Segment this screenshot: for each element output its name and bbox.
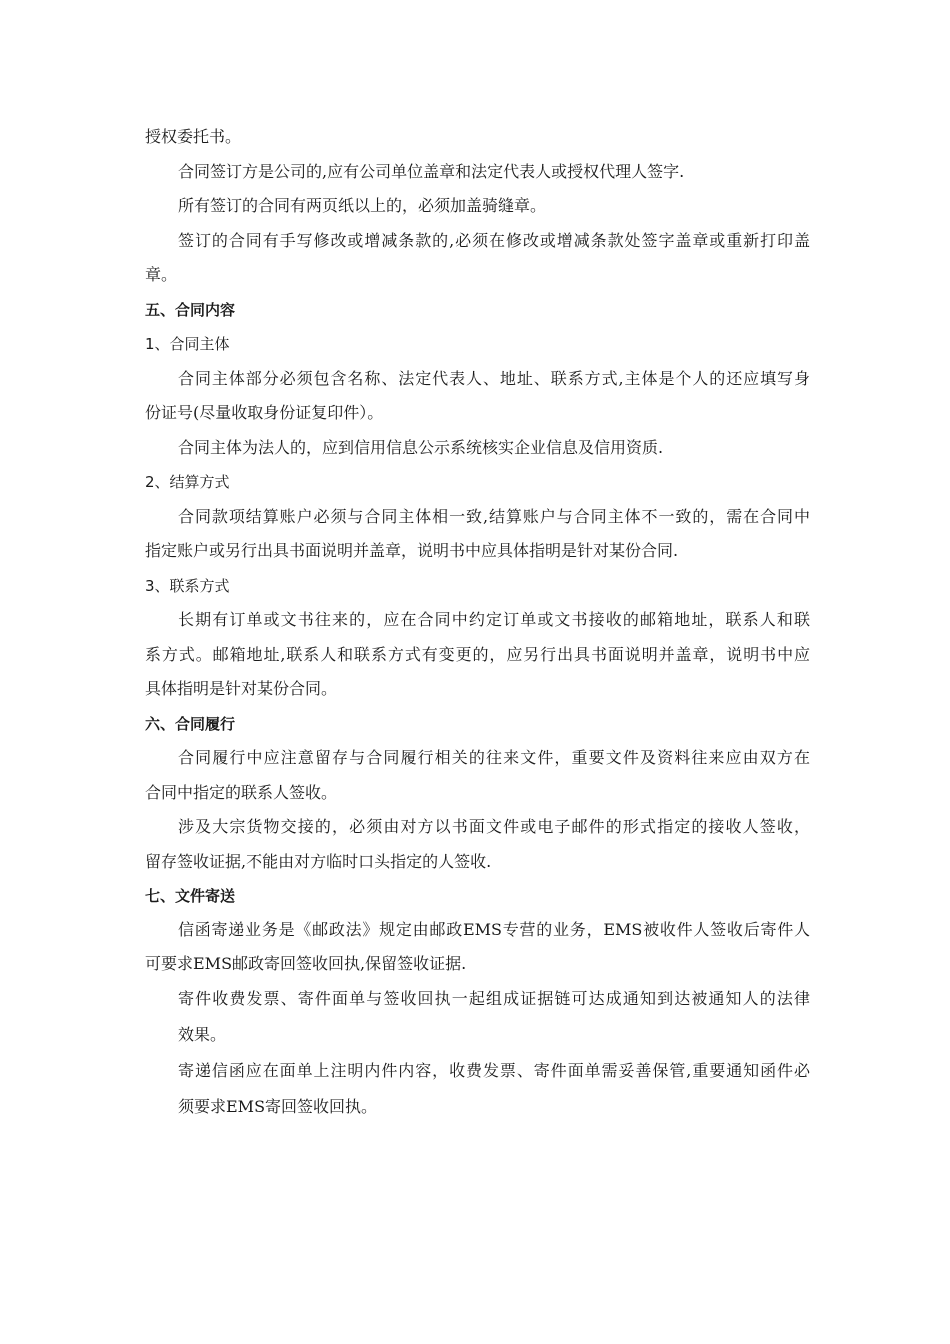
- subsection-heading-3: 3、联系方式: [145, 576, 230, 595]
- paragraph-line: 系方式。邮箱地址,联系人和联系方式有变更的，应另行出具书面说明并盖章，说明书中应: [145, 644, 810, 664]
- section-heading-7: 七、文件寄送: [145, 887, 236, 905]
- paragraph-line: 合同主体为法人的，应到信用信息公示系统核实企业信息及信用资质.: [178, 437, 664, 457]
- paragraph-line: 留存签收证据,不能由对方临时口头指定的人签收.: [145, 851, 492, 871]
- paragraph-line: 合同签订方是公司的,应有公司单位盖章和法定代表人或授权代理人签字.: [178, 161, 685, 181]
- paragraph-line: 合同款项结算账户必须与合同主体相一致,结算账户与合同主体不一致的，需在合同中: [178, 506, 810, 526]
- paragraph-line: 寄递信函应在面单上注明内件内容，收费发票、寄件面单需妥善保管,重要通知函件必: [178, 1061, 810, 1080]
- document-page: [145, 120, 810, 1125]
- paragraph-line: 合同中指定的联系人签收。: [145, 782, 338, 802]
- subsection-heading-2: 2、结算方式: [145, 473, 230, 491]
- section-7: [145, 879, 810, 1125]
- paragraph-line: 授权委托书。: [145, 127, 242, 146]
- paragraph-line: 效果。: [178, 1025, 227, 1044]
- paragraph-line: 合同主体部分必须包含名称、法定代表人、地址、联系方式,主体是个人的还应填写身: [178, 368, 810, 388]
- paragraph-line: 份证号(尽量收取身份证复印件）。: [145, 403, 384, 422]
- paragraph-line: 涉及大宗货物交接的，必须由对方以书面文件或电子邮件的形式指定的接收人签收，: [178, 817, 810, 836]
- section-heading-5: 五、合同内容: [145, 300, 236, 319]
- paragraph-line: 长期有订单或文书往来的，应在合同中约定订单或文书接收的邮箱地址，联系人和联: [178, 610, 810, 629]
- subsection-heading-1: 1、合同主体: [145, 335, 230, 353]
- paragraph-line: 具体指明是针对某份合同。: [145, 679, 338, 698]
- paragraph-line: 信函寄递业务是《邮政法》规定由邮政EMS专营的业务，EMS被收件人签收后寄件人: [178, 920, 810, 939]
- paragraph-line: 指定账户或另行出具书面说明并盖章，说明书中应具体指明是针对某份合同.: [145, 541, 679, 560]
- paragraph-line: 合同履行中应注意留存与合同履行相关的往来文件，重要文件及资料往来应由双方在: [178, 748, 810, 767]
- section-heading-6: 六、合同履行: [145, 714, 236, 733]
- paragraph-line: 寄件收费发票、寄件面单与签收回执一起组成证据链可达成通知到达被通知人的法律: [178, 989, 810, 1008]
- paragraph-line: 可要求EMS邮政寄回签收回执,保留签收证据.: [145, 954, 467, 973]
- paragraph-line: 章。: [145, 265, 178, 284]
- paragraph-line: 签订的合同有手写修改或增减条款的,必须在修改或增减条款处签字盖章或重新打印盖: [178, 230, 810, 250]
- paragraph-line: 须要求EMS寄回签收回执。: [178, 1097, 378, 1116]
- paragraph-line: 所有签订的合同有两页纸以上的，必须加盖骑缝章。: [178, 196, 547, 215]
